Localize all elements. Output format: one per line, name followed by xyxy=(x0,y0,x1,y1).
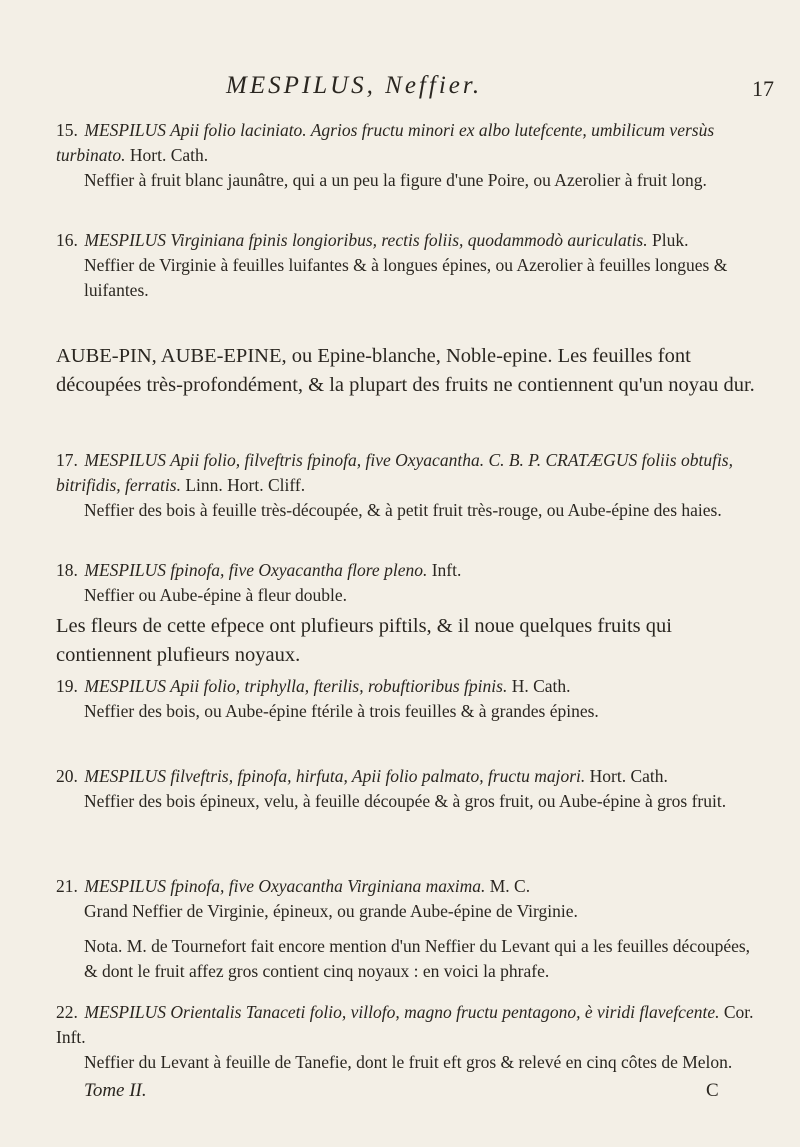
running-head: MESPILUS, Neffier. xyxy=(226,72,483,99)
page-footer xyxy=(0,1080,800,1110)
flowers-note: Les fleurs de cette efpece ont plufieurs piftils, & il noue quelques fruits qui contiennent plufieurs noyaux. xyxy=(56,615,672,666)
entry-number: 17. xyxy=(56,450,78,470)
french-description: Neffier ou Aube-épine à fleur double. xyxy=(84,585,348,605)
entry-17 xyxy=(56,448,760,523)
entry-number: 16. xyxy=(56,230,78,250)
entry-20 xyxy=(56,764,760,814)
entry-number: 18. xyxy=(56,560,78,580)
page-header xyxy=(0,72,800,106)
french-description: Grand Neffier de Virginie, épineux, ou grande Aube-épine de Virginie. xyxy=(84,901,578,921)
entry-21 xyxy=(56,874,760,924)
french-description: Neffier des bois à feuille très-découpée, & à petit fruit très-rouge, ou Aube-épine des haies. xyxy=(84,500,722,520)
entry-15 xyxy=(56,118,760,193)
entry-number: 21. xyxy=(56,876,78,896)
entry-22 xyxy=(56,1000,760,1075)
entry-19 xyxy=(56,674,760,724)
entry-18 xyxy=(56,558,760,608)
reference: Pluk. xyxy=(652,230,689,250)
reference: H. Cath. xyxy=(511,676,571,696)
latin-description: MESPILUS Orientalis Tanaceti folio, villofo, magno fructu pentagono, è viridi flavefcente. xyxy=(84,1002,720,1022)
reference: Hort. Cath. xyxy=(589,766,668,786)
reference: Cor. Inft. xyxy=(56,1002,754,1047)
french-description: Neffier à fruit blanc jaunâtre, qui a un peu la figure d'une Poire, ou Azerolier à fruit long. xyxy=(84,170,707,190)
latin-description: MESPILUS fpinofa, five Oxyacantha flore pleno. xyxy=(84,560,428,580)
entry-16 xyxy=(56,228,760,303)
page-number: 17 xyxy=(752,76,774,101)
french-description: Neffier des bois, ou Aube-épine ftérile à trois feuilles & à grandes épines. xyxy=(84,701,599,721)
nota-paragraph: Nota. M. de Tournefort fait encore mention d'un Neffier du Levant qui a les feuilles découpées, & dont le fruit affez gros contient cinq noyaux : en voici la phrafe. xyxy=(84,936,751,981)
entry-number: 22. xyxy=(56,1002,78,1022)
latin-description: MESPILUS Virginiana fpinis longioribus, rectis foliis, quodammodò auriculatis. xyxy=(84,230,648,250)
latin-description: MESPILUS Apii folio, filveftris fpinofa, five Oxyacantha. C. B. P. CRATÆGUS foliis obtufis, bitrifidis, ferratis. xyxy=(56,450,733,495)
reference: Linn. Hort. Cliff. xyxy=(185,475,306,495)
latin-description: MESPILUS Apii folio, triphylla, fterilis, robuftioribus fpinis. xyxy=(84,676,508,696)
reference: Inft. xyxy=(431,560,462,580)
signature-mark: C xyxy=(706,1080,719,1101)
entry-number: 19. xyxy=(56,676,78,696)
latin-description: MESPILUS fpinofa, five Oxyacantha Virginiana maxima. xyxy=(84,876,486,896)
reference: M. C. xyxy=(489,876,531,896)
french-description: Neffier du Levant à feuille de Tanefie, dont le fruit eft gros & relevé en cinq côtes de Melon. xyxy=(84,1052,733,1072)
entry-number: 20. xyxy=(56,766,78,786)
entry-number: 15. xyxy=(56,120,78,140)
latin-description: MESPILUS Apii folio laciniato. Agrios fructu minori ex albo lutefcente, umbilicum versùs turbinato. xyxy=(56,120,715,165)
latin-description: MESPILUS filveftris, fpinofa, hirfuta, Apii folio palmato, fructu majori. xyxy=(84,766,586,786)
volume-label: Tome II. xyxy=(84,1080,147,1101)
french-description: Neffier de Virginie à feuilles luifantes & à longues épines, ou Azerolier à feuilles longues & luifantes. xyxy=(84,255,728,300)
french-description: Neffier des bois épineux, velu, à feuille découpée & à gros fruit, ou Aube-épine à gros fruit. xyxy=(84,791,727,811)
aube-pin-paragraph: AUBE-PIN, AUBE-EPINE, ou Epine-blanche, Noble-epine. Les feuilles font découpées très-profondément, & la plupart des fruits ne contiennent qu'un noyau dur. xyxy=(56,345,755,396)
reference: Hort. Cath. xyxy=(129,145,209,165)
